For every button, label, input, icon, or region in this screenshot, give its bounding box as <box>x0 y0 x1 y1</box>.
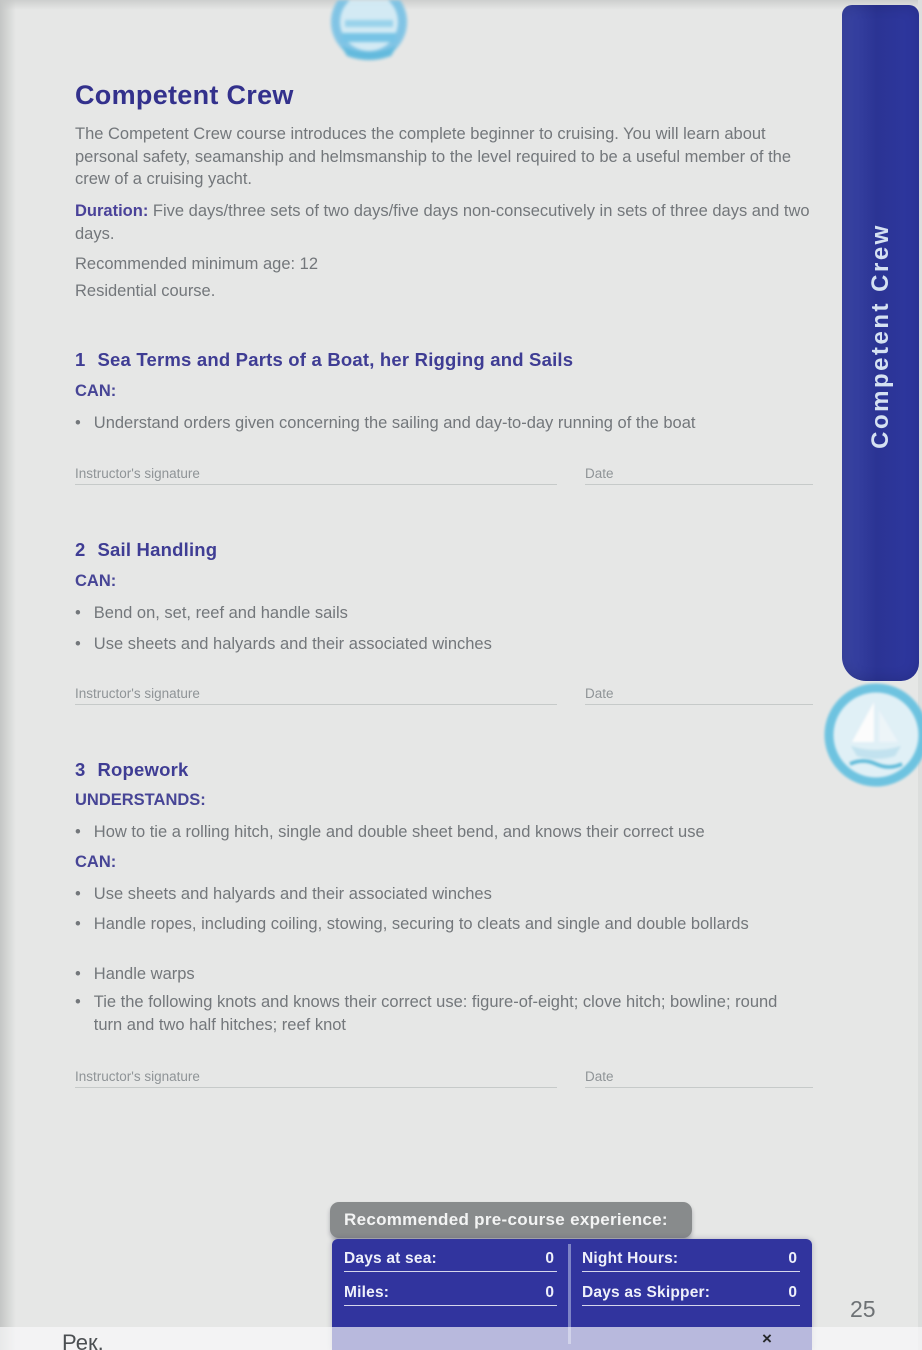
experience-value: 0 <box>545 1284 554 1301</box>
experience-label: Night Hours: <box>582 1250 679 1267</box>
bullet-item <box>75 821 815 844</box>
bullet-text: • Tie the following knots and knows their correct use: figure-of-eight; clove hitch; bowline; round turn and two half hitches; reef knot <box>93 993 778 1034</box>
date-label: Date <box>585 1069 614 1084</box>
section-1-title: Sea Terms and Parts of a Boat, her Rigging and Sails <box>97 349 574 370</box>
experience-label: Days at sea: <box>344 1250 437 1267</box>
experience-label: Miles: <box>344 1284 390 1301</box>
signature-row-1 <box>75 459 815 485</box>
overlay-left-text: Рек. <box>62 1330 104 1350</box>
experience-cell-night-hours <box>582 1249 800 1272</box>
bullet-text: • Use sheets and halyards and their associated winches <box>93 885 492 903</box>
close-icon[interactable]: × <box>762 1329 772 1348</box>
bullet-text: • Handle warps <box>93 965 195 983</box>
section-3-number: 3 <box>75 759 86 780</box>
bullet-item <box>75 602 815 625</box>
signature-label: Instructor's signature <box>75 686 200 701</box>
overlay-bar <box>0 1327 922 1350</box>
residential-line: Residential course. <box>75 282 216 300</box>
section-2-can-label: CAN: <box>75 572 117 590</box>
signature-row-2 <box>75 679 815 705</box>
section-2-title: Sail Handling <box>97 539 218 560</box>
bullet-item <box>75 883 815 906</box>
section-1-can-label: CAN: <box>75 382 117 400</box>
bullet-item <box>75 991 805 1036</box>
signature-row-3 <box>75 1062 815 1088</box>
experience-value: 0 <box>788 1284 797 1301</box>
side-tab-label: Competent Crew <box>866 223 894 450</box>
experience-cell-miles <box>344 1283 557 1306</box>
date-line <box>585 1087 813 1088</box>
experience-value: 0 <box>788 1250 797 1267</box>
crest-logo-top-icon <box>329 0 409 66</box>
experience-box-title: Recommended pre-course experience: <box>330 1202 692 1238</box>
section-3-can-label: CAN: <box>75 853 117 871</box>
section-3-heading <box>75 759 815 781</box>
side-tab-competent-crew <box>842 5 919 681</box>
date-label: Date <box>585 466 614 481</box>
duration-text: Five days/three sets of two days/five days non-consecutively in sets of three days and two days. <box>75 202 810 243</box>
experience-value: 0 <box>545 1250 554 1267</box>
page-title: Competent Crew <box>75 80 294 110</box>
section-1-number: 1 <box>75 349 86 370</box>
bullet-item <box>75 412 815 435</box>
bullet-item <box>75 913 790 936</box>
experience-cell-days-at-sea <box>344 1249 557 1272</box>
signature-line <box>75 1087 557 1088</box>
section-2-heading <box>75 539 815 561</box>
signature-line <box>75 484 557 485</box>
duration-line <box>75 200 815 245</box>
date-line <box>585 704 813 705</box>
duration-label: Duration: <box>75 202 149 220</box>
section-3-title: Ropework <box>97 759 189 780</box>
left-edge-shadow <box>0 0 16 1350</box>
bullet-item <box>75 633 815 656</box>
bullet-text: • How to tie a rolling hitch, single and double sheet bend, and knows their correct use <box>93 823 705 841</box>
bullet-text: • Handle ropes, including coiling, stowing, securing to cleats and single and double bollards <box>93 915 749 933</box>
date-line <box>585 484 813 485</box>
signature-label: Instructor's signature <box>75 1069 200 1084</box>
page-number: 25 <box>850 1296 876 1322</box>
signature-label: Instructor's signature <box>75 466 200 481</box>
intro-paragraph: The Competent Crew course introduces the complete beginner to cruising. You will learn about personal safety, seamanship and helmsmanship to the level required to be a useful member of the crew of a cruising yacht. <box>75 125 792 188</box>
top-edge-shadow <box>0 0 922 10</box>
bullet-item <box>75 963 815 986</box>
experience-label: Days as Skipper: <box>582 1284 711 1301</box>
bullet-text: • Bend on, set, reef and handle sails <box>93 604 348 622</box>
signature-line <box>75 704 557 705</box>
section-1-heading <box>75 349 815 371</box>
sail-logo-side-icon <box>824 680 922 790</box>
experience-cell-days-as-skipper <box>582 1283 800 1306</box>
bullet-text: • Understand orders given concerning the sailing and day-to-day running of the boat <box>93 414 696 432</box>
minimum-age-line: Recommended minimum age: 12 <box>75 255 319 273</box>
section-2-number: 2 <box>75 539 86 560</box>
bullet-text: • Use sheets and halyards and their associated winches <box>93 635 492 653</box>
date-label: Date <box>585 686 614 701</box>
section-3-understands-label: UNDERSTANDS: <box>75 791 206 809</box>
